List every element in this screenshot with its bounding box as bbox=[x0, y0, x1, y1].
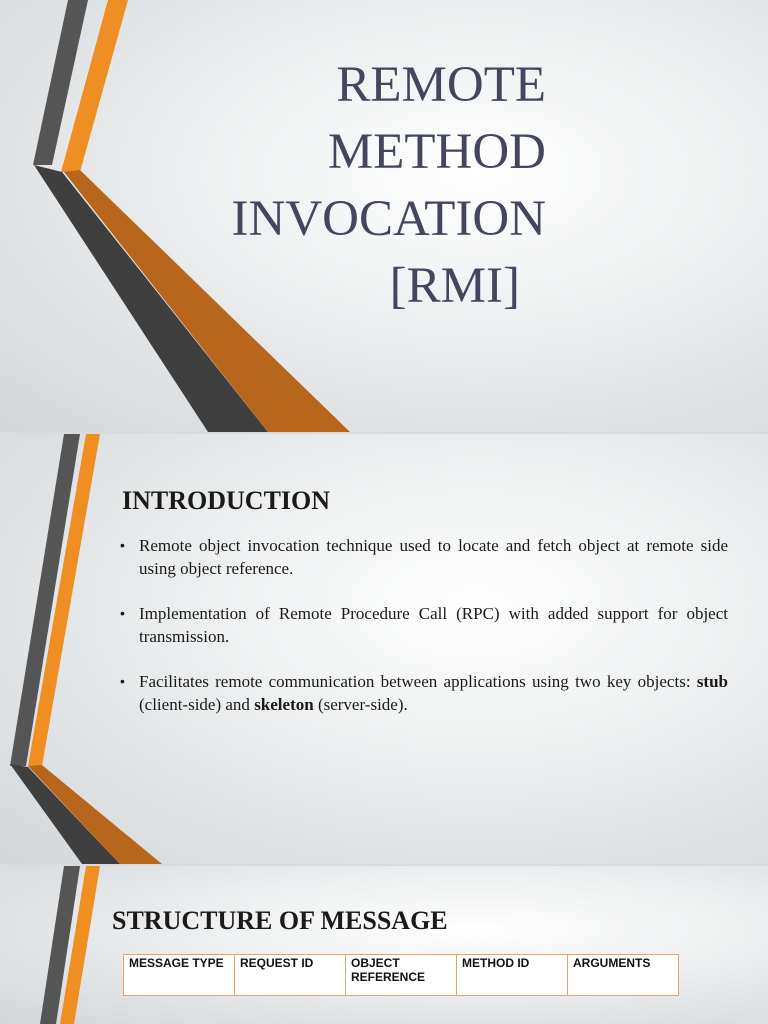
bullet-item bbox=[120, 602, 728, 648]
bullet-list bbox=[120, 534, 728, 738]
title-slide bbox=[0, 0, 768, 432]
title-line-3: INVOCATION bbox=[231, 191, 546, 247]
bullet-item bbox=[120, 534, 728, 580]
bullet-item bbox=[120, 670, 728, 716]
decorative-stripes bbox=[0, 866, 768, 1024]
bullet-dot-icon: • bbox=[120, 537, 125, 553]
slide-title bbox=[200, 52, 546, 320]
bullet-dot-icon: • bbox=[120, 673, 125, 689]
introduction-slide bbox=[0, 434, 768, 864]
bullet-dot-icon: • bbox=[120, 605, 125, 621]
introduction-heading: INTRODUCTION bbox=[122, 486, 331, 515]
structure-slide bbox=[0, 866, 768, 1024]
message-structure-table bbox=[123, 954, 679, 996]
structure-heading: STRUCTURE OF MESSAGE bbox=[112, 906, 448, 935]
table-cell: OBJECT REFERENCE bbox=[346, 955, 457, 996]
table-cell: ARGUMENTS bbox=[568, 955, 679, 996]
stub-term: stub bbox=[696, 672, 728, 691]
title-line-2: METHOD bbox=[327, 124, 546, 180]
dark-band-lower bbox=[10, 764, 120, 864]
table-cell: REQUEST ID bbox=[235, 955, 346, 996]
bullet-text: (server-side). bbox=[313, 695, 408, 714]
table-row bbox=[124, 955, 679, 996]
skeleton-term: skeleton bbox=[254, 695, 314, 714]
bullet-text: Implementation of Remote Procedure Call (RPC) with added support for object transmission. bbox=[139, 604, 728, 646]
bullet-text: (client-side) and bbox=[139, 695, 255, 714]
table-cell: MESSAGE TYPE bbox=[124, 955, 235, 996]
table-cell: METHOD ID bbox=[457, 955, 568, 996]
bullet-text: Remote object invocation technique used to locate and fetch object at remote side using object reference. bbox=[139, 536, 728, 578]
title-line-1: REMOTE bbox=[336, 57, 546, 113]
bullet-text: Facilitates remote communication between applications using two key objects: bbox=[139, 672, 697, 691]
title-line-4: [RMI] bbox=[389, 258, 520, 314]
